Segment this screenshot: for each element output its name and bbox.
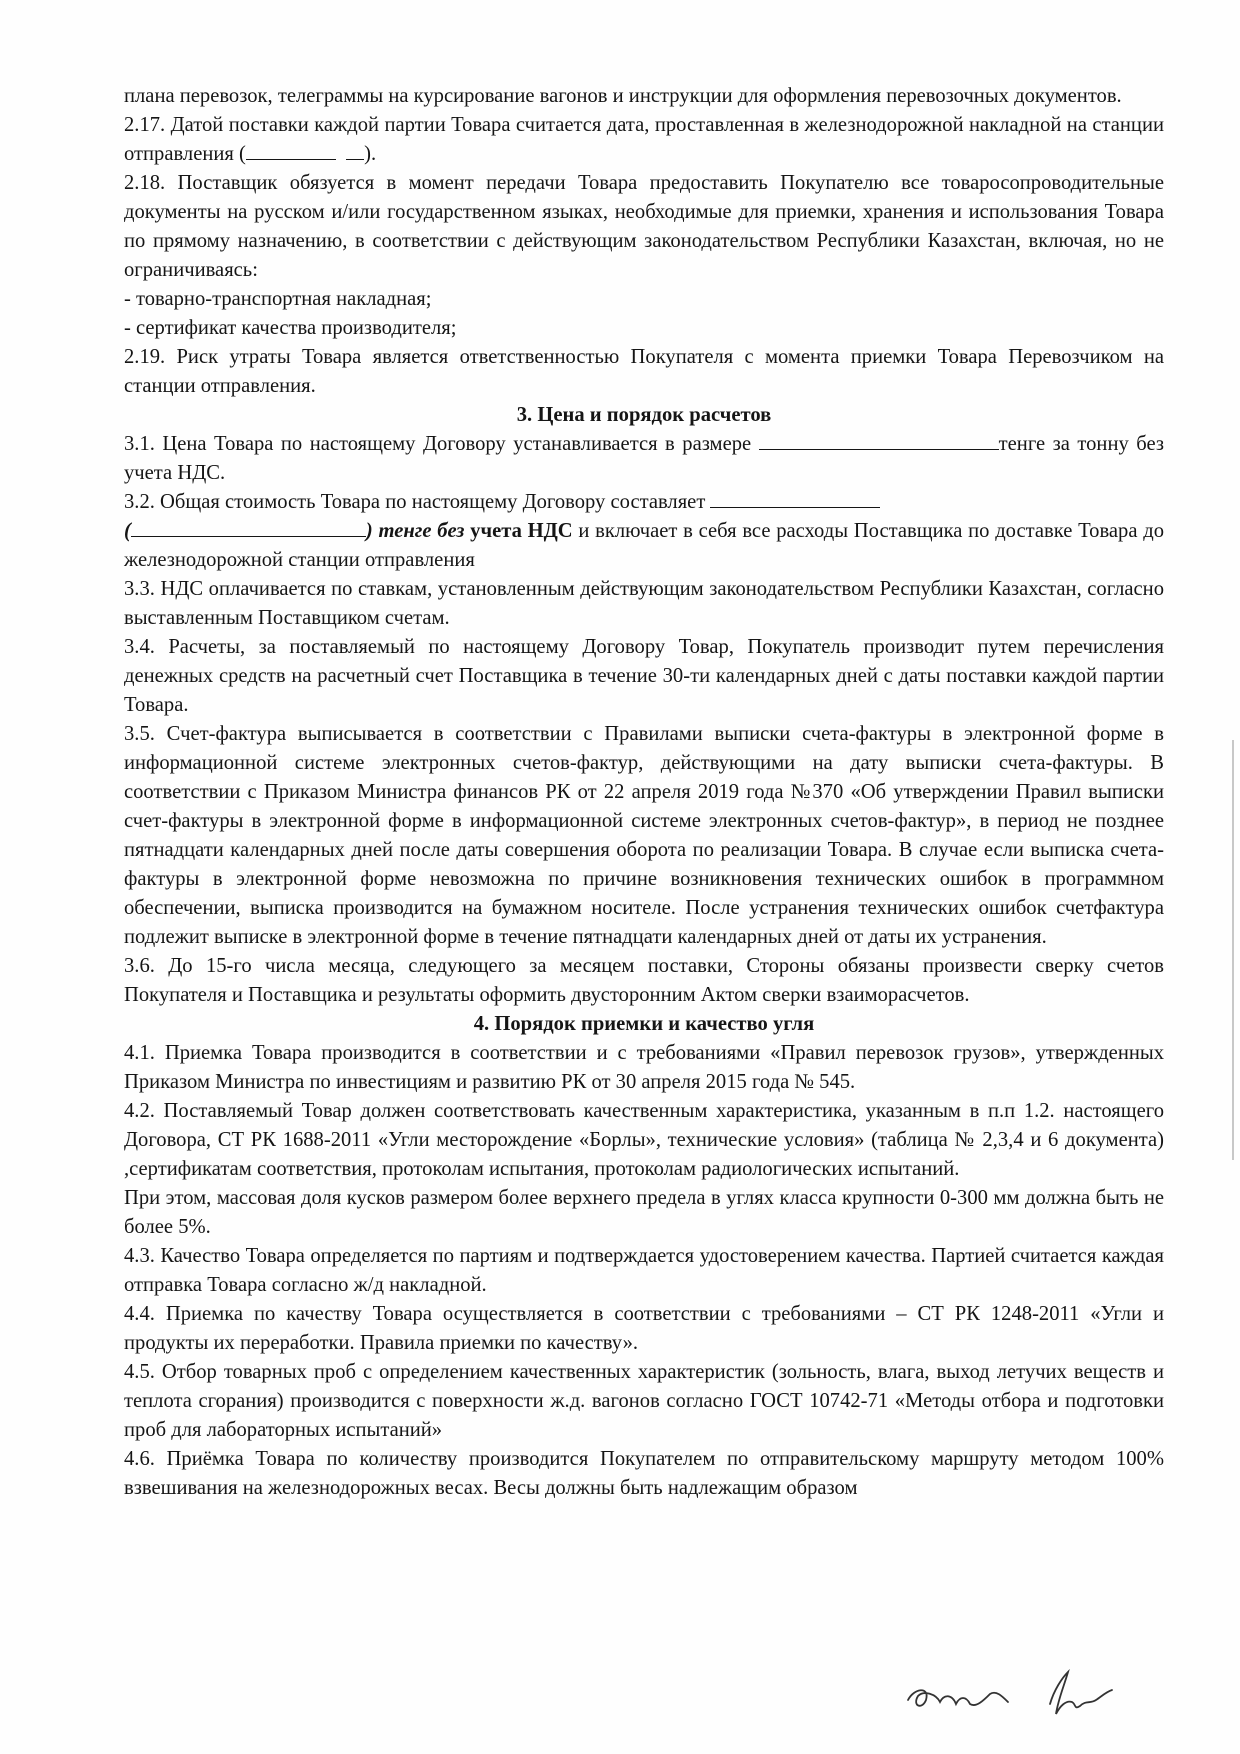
- paragraph-2-18: 2.18. Поставщик обязуется в момент передачи Товара предоставить Покупателю все товаросопроводительные документы на русском и/или государственном языках, необходимые для приемки, хранения и использования Товара по прямому назначению, в соответствии с действующим законодательством Республики Казахстан, включая, но не ограничиваясь:: [124, 172, 1164, 281]
- date-blank-2: [346, 141, 364, 160]
- paragraph-3-2-text: 3.2. Общая стоимость Товара по настоящему Договору составляет: [124, 491, 711, 513]
- paragraph-3-1-text: 3.1. Цена Товара по настоящему Договору устанавливается в размере: [124, 433, 759, 455]
- document-body: [124, 82, 1164, 1503]
- paragraph-3-2-open: (: [124, 520, 131, 542]
- paragraph-2-17-close: ).: [364, 143, 377, 165]
- signature-mark: [1050, 1672, 1112, 1714]
- total-amount-blank: [710, 489, 880, 508]
- paragraph-3-2-bold-italic: ) тенге без: [365, 520, 471, 542]
- paragraph-3-2-bold: учета НДС: [470, 520, 573, 542]
- paragraph-4-2-note: При этом, массовая доля кусков размером более верхнего предела в углях класса крупности 0-300 мм должна быть не более 5%.: [124, 1187, 1164, 1238]
- bullet-quality-certificate: - сертификат качества производителя;: [124, 317, 457, 339]
- paragraph-2-16-tail: плана перевозок, телеграммы на курсирование вагонов и инструкции для оформления перевозочных документов.: [124, 85, 1122, 107]
- paragraph-3-6: 3.6. До 15-го числа месяца, следующего за месяцем поставки, Стороны обязаны произвести сверку счетов Покупателя и Поставщика и результаты оформить двусторонним Актом сверки взаиморасчетов.: [124, 955, 1164, 1006]
- paragraph-3-3: 3.3. НДС оплачивается по ставкам, установленным действующим законодательством Республики Казахстан, согласно выставленным Поставщиком счетам.: [124, 578, 1164, 629]
- paragraph-3-4: 3.4. Расчеты, за поставляемый по настоящему Договору Товар, Покупатель производит путем перечисления денежных средств на расчетный счет Поставщика в течение 30-ти календарных дней с даты поставки каждой партии Товара.: [124, 636, 1164, 716]
- date-blank: [246, 141, 336, 160]
- paragraph-4-1: 4.1. Приемка Товара производится в соответствии и с требованиями «Правил перевозок грузов», утвержденных Приказом Министра по инвестициям и развитию РК от 30 апреля 2015 года № 545.: [124, 1042, 1164, 1093]
- paragraph-4-4: 4.4. Приемка по качеству Товара осуществляется в соответствии с требованиями – СТ РК 1248-2011 «Угли и продукты их переработки. Правила приемки по качеству».: [124, 1303, 1164, 1354]
- paragraph-4-5: 4.5. Отбор товарных проб с определением качественных характеристик (зольность, влага, выход летучих веществ и теплота сгорания) производится с поверхности ж.д. вагонов согласно ГОСТ 10742-71 «Методы отбора и подготовки проб для лабораторных испытаний»: [124, 1361, 1164, 1441]
- paragraph-3-1-tail: тенге за тонну без учета НДС.: [124, 433, 1164, 484]
- price-blank: [759, 431, 999, 450]
- paragraph-2-19: 2.19. Риск утраты Товара является ответственностью Покупателя с момента приемки Товара Перевозчиком на станции отправления.: [124, 346, 1164, 397]
- paragraph-4-3: 4.3. Качество Товара определяется по партиям и подтверждается удостоверением качества. Партией считается каждая отправка Товара согласно ж/д накладной.: [124, 1245, 1164, 1296]
- total-words-blank: [131, 518, 366, 537]
- paragraph-4-2: 4.2. Поставляемый Товар должен соответствовать качественным характеристика, указанным в п.п 1.2. настоящего Договора, СТ РК 1688-2011 «Угли месторождение «Борлы», технические условия» (таблица № 2,3,4 и 6 документа) ,сертификатам соответствия, протоколам испытания, протоколам радиологических испытаний.: [124, 1100, 1164, 1180]
- paragraph-3-2-tail: и включает в себя все расходы Поставщика по доставке Товара до железнодорожной станции отправления: [124, 520, 1164, 571]
- scan-edge-mark: [1232, 740, 1234, 960]
- section-heading-4: 4. Порядок приемки и качество угля: [473, 1013, 815, 1035]
- handwritten-signatures: [900, 1660, 1140, 1730]
- paragraph-4-6: 4.6. Приёмка Товара по количеству производится Покупателем по отправительскому маршруту методом 100% взвешивания на железнодорожных весах. Весы должны быть надлежащим образом: [124, 1448, 1164, 1499]
- paragraph-3-1: [124, 430, 1164, 488]
- paragraph-3-5: 3.5. Счет-фактура выписывается в соответствии с Правилами выписки счета-фактуры в электронной форме в информационной системе электронных счетов-фактур, действующими на дату выписки счета-фактуры. В соответствии с Приказом Министра финансов РК от 22 апреля 2019 года №370 «Об утверждении Правил выписки счет-фактуры в электронной форме в информационной системе электронных счетов-фактур», в период не позднее пятнадцати календарных дней после даты совершения оборота по реализации Товара. В случае если выписка счета-фактуры в электронной форме невозможна по причине возникновения технических ошибок в программном обеспечении, выписка производится на бумажном носителе. После устранения технических ошибок счетфактура подлежит выписке в электронной форме в течение пятнадцати календарных дней от даты их устранения.: [124, 723, 1164, 948]
- paragraph-2-17: [124, 111, 1164, 169]
- paragraph-3-2: [124, 488, 1164, 575]
- bullet-waybill: - товарно-транспортная накладная;: [124, 288, 432, 310]
- signature-initials: [908, 1690, 1008, 1706]
- scan-edge-mark: [1232, 960, 1234, 1160]
- section-heading-3: 3. Цена и порядок расчетов: [516, 404, 772, 426]
- paragraph-2-17-text: 2.17. Датой поставки каждой партии Товара считается дата, проставленная в железнодорожной накладной на станции отправления (: [124, 114, 1164, 165]
